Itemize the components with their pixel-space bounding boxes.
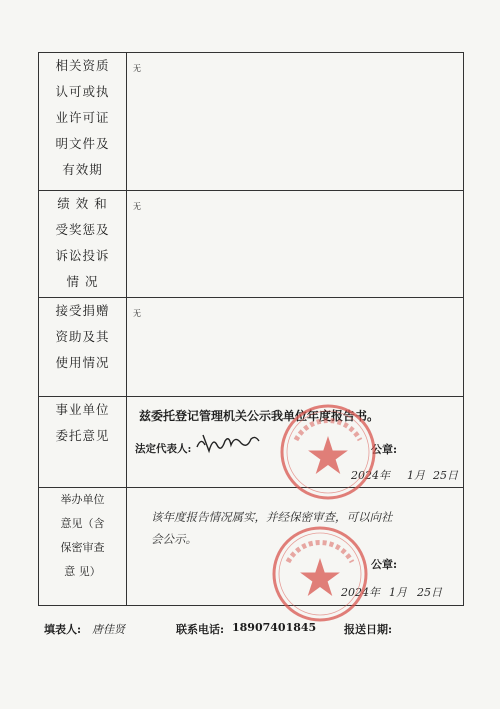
signature-icon (193, 427, 273, 455)
label-line: 受奖惩及 (55, 222, 110, 237)
annual-report-form (38, 52, 464, 606)
value-qualification: 无 (133, 64, 141, 73)
label-line: 举办单位 (60, 493, 105, 506)
label-line: 绩 效 和 (57, 196, 108, 211)
label-qualification (39, 53, 127, 191)
label-donation (39, 298, 127, 397)
phone-number: 18907401845 (232, 621, 317, 634)
entrust-date-year: 2024年 (351, 469, 390, 482)
entrust-date-day: 25日 (433, 469, 458, 482)
value-cell-qualification (127, 53, 464, 191)
label-entrust (39, 397, 127, 488)
label-line: 资助及其 (55, 329, 110, 344)
host-date-year: 2024年 (341, 586, 380, 599)
value-donation: 无 (133, 309, 141, 318)
value-performance: 无 (133, 202, 141, 211)
filler-name: 唐佳贤 (92, 623, 125, 636)
filler-label: 填表人: (44, 623, 82, 636)
label-host-opinion (39, 488, 127, 606)
host-seal-icon (268, 522, 372, 626)
label-line: 保密审查 (60, 541, 105, 554)
row-qualification (39, 53, 464, 191)
label-line: 意 见） (64, 565, 101, 578)
entrust-statement: 兹委托登记管理机关公示我单位年度报告书。 (139, 409, 380, 423)
label-line: 相关资质 (55, 58, 110, 73)
opinion-line: 会公示。 (151, 532, 197, 546)
row-host-opinion (39, 488, 464, 606)
label-line: 事业单位 (55, 402, 110, 417)
label-line: 情 况 (66, 274, 99, 289)
value-cell-performance (127, 191, 464, 298)
entrust-seal-label: 公章: (371, 443, 398, 456)
label-line: 接受捐赠 (55, 303, 110, 318)
official-seal-icon (276, 400, 380, 504)
label-line: 认可或执 (55, 84, 110, 99)
host-seal-label: 公章: (371, 558, 398, 571)
host-date-month: 1月 (389, 586, 407, 599)
legal-rep-label: 法定代表人: (135, 443, 192, 455)
label-line: 业许可证 (55, 110, 110, 125)
label-line: 委托意见 (55, 428, 110, 443)
entrust-date-month: 1月 (407, 469, 425, 482)
value-cell-donation (127, 298, 464, 397)
row-entrust (39, 397, 464, 488)
report-date-label: 报送日期: (344, 623, 393, 636)
label-line: 诉讼投诉 (55, 248, 110, 263)
label-line: 使用情况 (55, 355, 110, 370)
row-performance (39, 191, 464, 298)
label-line: 明文件及 (55, 136, 110, 151)
label-line: 意见（含 (60, 517, 105, 530)
row-donation (39, 298, 464, 397)
opinion-line: 该年度报告情况属实，并经保密审查，可以向社 (151, 510, 393, 524)
host-date-day: 25日 (417, 586, 442, 599)
label-line: 有效期 (62, 162, 103, 177)
label-performance (39, 191, 127, 298)
phone-label: 联系电话: (176, 623, 225, 636)
